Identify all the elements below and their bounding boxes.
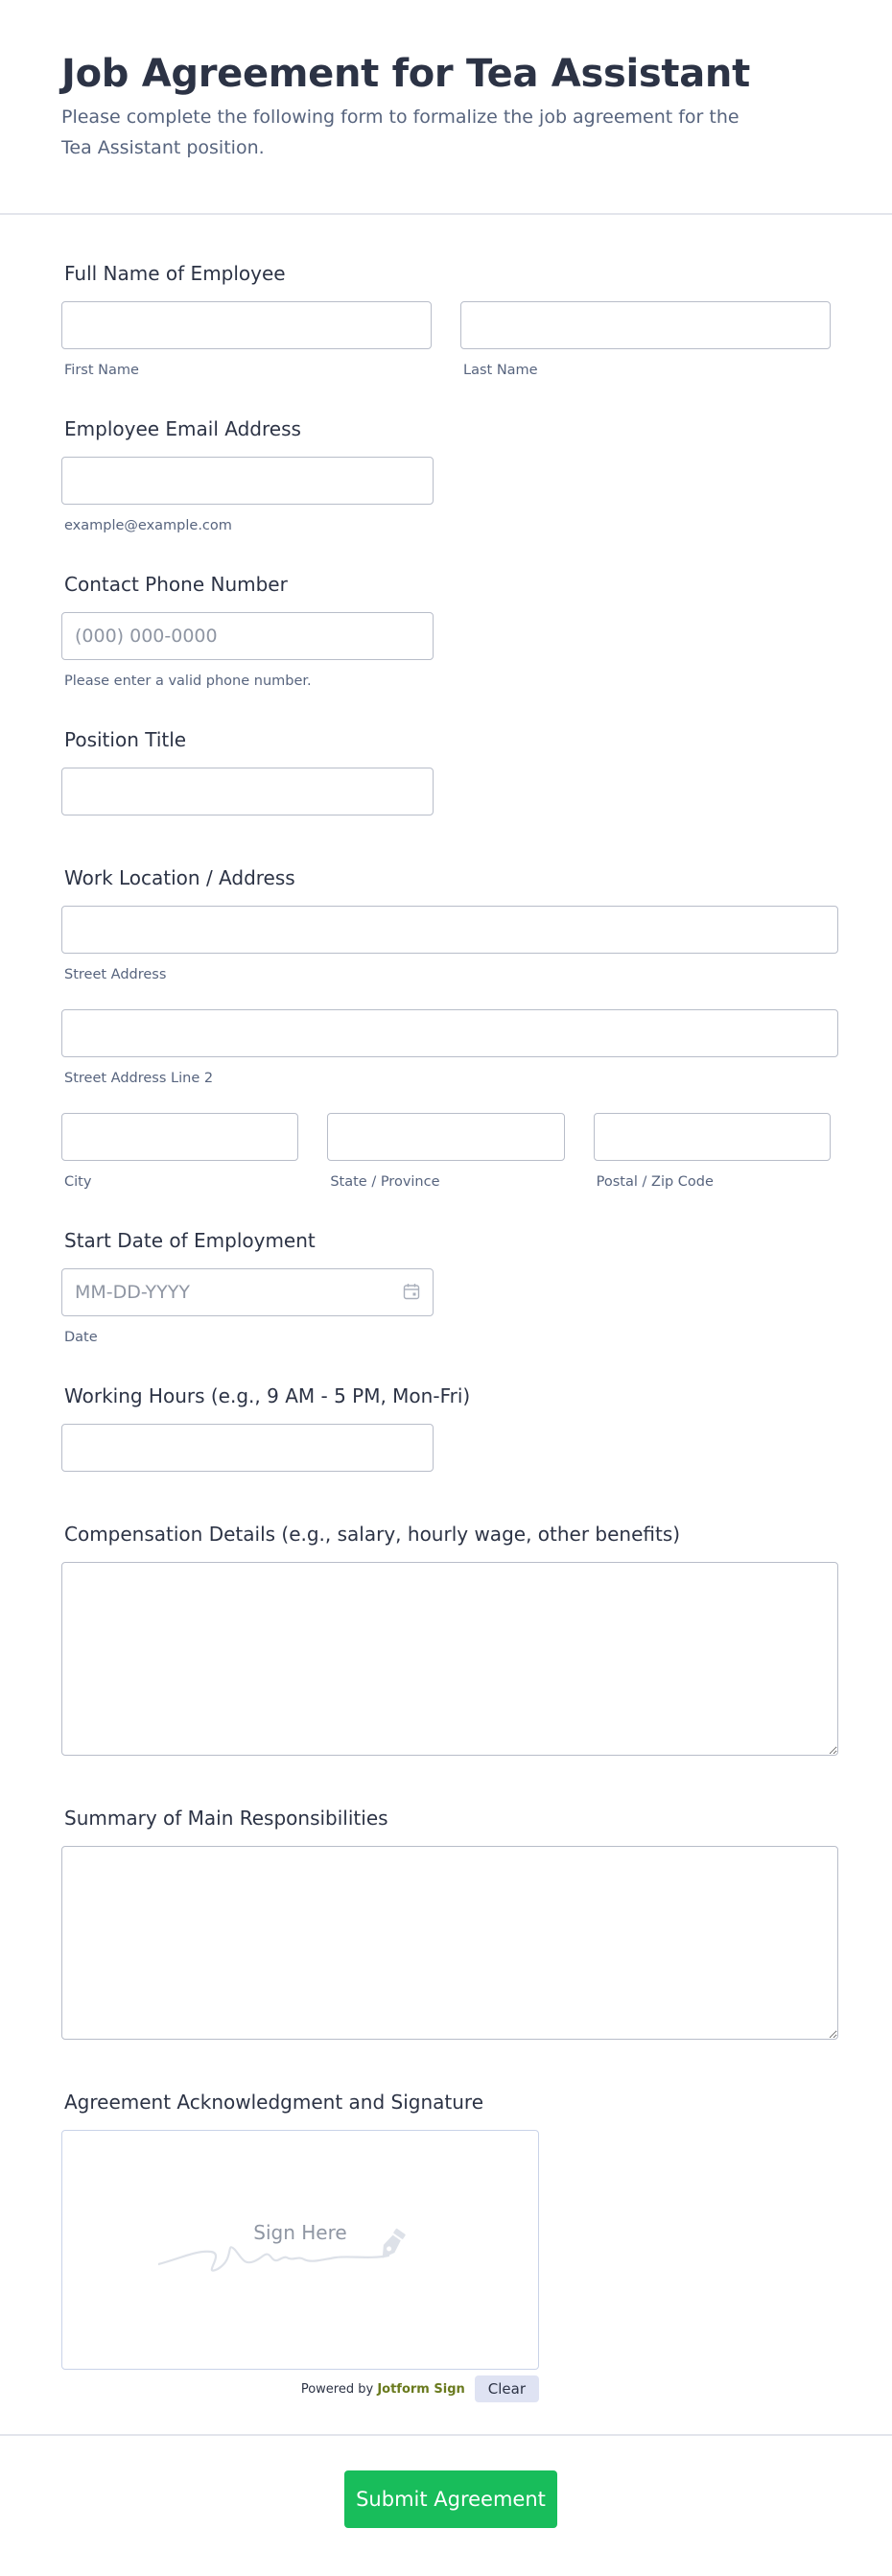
last-name-sublabel: Last Name bbox=[463, 363, 538, 378]
powered-by-prefix: Powered by bbox=[300, 2381, 374, 2397]
state-sublabel: State / Province bbox=[330, 1174, 440, 1190]
street-address-line2-sublabel: Street Address Line 2 bbox=[64, 1071, 214, 1086]
start-date-sublabel: Date bbox=[64, 1330, 98, 1345]
phone-sublabel: Please enter a valid phone number. bbox=[64, 674, 312, 689]
start-date-label: Start Date of Employment bbox=[64, 1229, 316, 1252]
compensation-textarea[interactable] bbox=[61, 1562, 838, 1756]
field-position bbox=[61, 727, 831, 815]
responsibilities-label: Summary of Main Responsibilities bbox=[64, 1807, 388, 1830]
working-hours-label: Working Hours (e.g., 9 AM - 5 PM, Mon-Fri) bbox=[64, 1384, 471, 1407]
page-title: Job Agreement for Tea Assistant bbox=[61, 52, 750, 96]
position-label: Position Title bbox=[64, 728, 187, 751]
zip-input[interactable] bbox=[594, 1113, 831, 1161]
field-full-name bbox=[61, 261, 831, 378]
field-responsibilities bbox=[61, 1806, 831, 2040]
email-label: Employee Email Address bbox=[64, 417, 301, 440]
sign-here-text: Sign Here bbox=[253, 2221, 347, 2244]
start-date-input[interactable] bbox=[61, 1268, 434, 1316]
first-name-sublabel: First Name bbox=[64, 363, 139, 378]
clear-signature-button[interactable]: Clear bbox=[475, 2375, 539, 2402]
position-input[interactable] bbox=[61, 768, 434, 815]
calendar-icon[interactable] bbox=[403, 1283, 420, 1300]
city-state-zip-row bbox=[61, 1113, 831, 1190]
street-address-line2-input[interactable] bbox=[61, 1009, 838, 1057]
email-input[interactable] bbox=[61, 457, 434, 505]
responsibilities-textarea[interactable] bbox=[61, 1846, 838, 2040]
page-subtitle: Please complete the following form to formalize the job agreement for the Tea Assistant position. bbox=[61, 106, 739, 158]
form-body bbox=[0, 215, 892, 2402]
full-name-row bbox=[61, 301, 831, 378]
field-signature bbox=[61, 2090, 831, 2402]
city-input[interactable] bbox=[61, 1113, 298, 1161]
working-hours-input[interactable] bbox=[61, 1424, 434, 1472]
field-phone bbox=[61, 572, 831, 689]
field-compensation bbox=[61, 1522, 831, 1756]
field-working-hours bbox=[61, 1383, 831, 1472]
zip-sublabel: Postal / Zip Code bbox=[596, 1174, 714, 1190]
compensation-label: Compensation Details (e.g., salary, hourly wage, other benefits) bbox=[64, 1523, 681, 1546]
street-address-sublabel: Street Address bbox=[64, 967, 167, 982]
form-footer bbox=[0, 2434, 892, 2576]
phone-input[interactable] bbox=[61, 612, 434, 660]
address-label: Work Location / Address bbox=[64, 866, 295, 889]
city-sublabel: City bbox=[64, 1174, 92, 1190]
submit-agreement-button[interactable]: Submit Agreement bbox=[344, 2470, 557, 2528]
field-address bbox=[61, 865, 831, 1190]
phone-label: Contact Phone Number bbox=[64, 573, 288, 596]
form-header bbox=[0, 0, 892, 215]
jotform-sign-brand[interactable]: Jotform Sign bbox=[377, 2381, 465, 2397]
powered-by bbox=[301, 2382, 465, 2397]
signature-scribble-icon bbox=[158, 2221, 436, 2288]
signature-pad[interactable] bbox=[61, 2130, 539, 2370]
first-name-input[interactable] bbox=[61, 301, 432, 349]
signature-label: Agreement Acknowledgment and Signature bbox=[64, 2091, 483, 2114]
field-start-date bbox=[61, 1228, 831, 1345]
state-input[interactable] bbox=[327, 1113, 564, 1161]
last-name-input[interactable] bbox=[460, 301, 831, 349]
full-name-label: Full Name of Employee bbox=[64, 262, 286, 285]
field-email bbox=[61, 416, 831, 533]
signature-footer bbox=[61, 2375, 539, 2402]
email-sublabel: example@example.com bbox=[64, 518, 232, 533]
street-address-input[interactable] bbox=[61, 906, 838, 954]
